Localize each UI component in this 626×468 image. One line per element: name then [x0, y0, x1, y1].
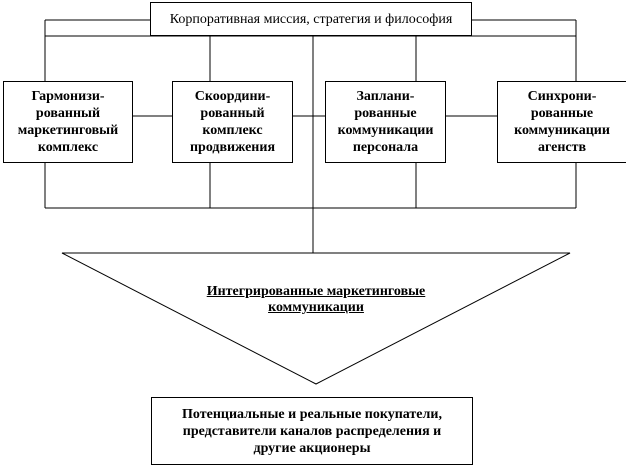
marketing-mix-text: Гармонизи-рованный маркетинговый комплекс — [17, 89, 119, 155]
triangle-label: Интегрированные маркетинговые коммуникации — [206, 284, 426, 315]
audience-box — [151, 397, 473, 465]
promotion-mix-box — [172, 81, 293, 163]
agency-communications-text: Синхрони-рованные коммуникации агенств — [514, 89, 610, 155]
agency-communications-box — [497, 81, 626, 163]
staff-communications-box — [325, 81, 446, 163]
marketing-mix-box — [3, 81, 133, 163]
integration-triangle — [62, 253, 570, 384]
promotion-mix-text: Скоордини-рованный комплекс продвижения — [189, 89, 276, 155]
mission-text: Корпоративная миссия, стратегия и философия — [169, 11, 453, 27]
staff-communications-text: Заплани-рованные коммуникации персонала — [337, 89, 434, 155]
audience-text: Потенциальные и реальные покупатели, представители каналов распределения и другие акционеры — [182, 406, 442, 456]
mission-box — [150, 2, 472, 36]
